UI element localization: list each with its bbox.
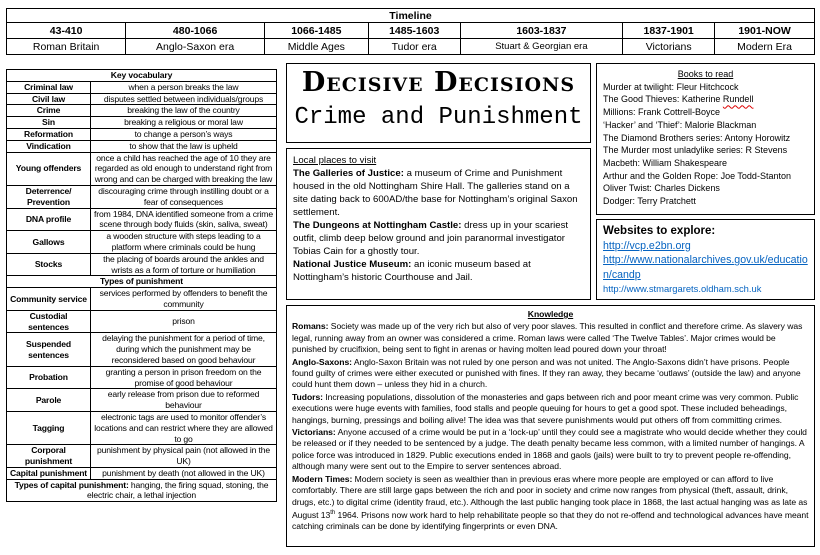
book-item (603, 93, 808, 106)
books-list (603, 81, 808, 208)
vocab-row (7, 152, 277, 185)
vocab-definition: once a child has reached the age of 10 they are regarded as old enough to understand right from wrong and can be charged with breaking the law (91, 152, 277, 185)
section-heading: Key vocabulary (7, 70, 277, 82)
book-item: Millions: Frank Cottrell-Boyce (603, 107, 721, 118)
vocab-row (7, 93, 277, 105)
knowledge-label: Anglo-Saxons: (292, 356, 352, 367)
capital-types-row (7, 479, 277, 502)
vocab-term: Reformation (7, 128, 91, 140)
vocab-header-row (7, 276, 277, 288)
page-title: Decisive Decisions (301, 67, 576, 98)
vocab-definition: to change a person’s ways (91, 128, 277, 140)
knowledge-label: Victorians: (292, 427, 336, 438)
knowledge-box (286, 305, 815, 547)
knowledge-heading: Knowledge (527, 309, 574, 319)
vocab-row (7, 128, 277, 140)
timeline-era: Tudor era (368, 39, 460, 55)
timeline-title: Timeline (7, 9, 815, 23)
knowledge-text: Anyone accused of a crime would be put in a ‘lock-up’ until they could see a magistrate who would decide whether they could be released or if they needed to be sentenced by a judge. The death penalty became less common, with a limited number of hangings. A police force was introduced in 1829. Public executions ended in 1868 and gaols (jails) were built to try to prevent people re-offending, although many were sent out to the Empire to server sentences abroad. (292, 427, 807, 472)
knowledge-label: Romans: (292, 321, 329, 332)
knowledge-section (292, 321, 809, 355)
vocab-row (7, 117, 277, 129)
knowledge-section (292, 392, 809, 426)
book-item: The Diamond Brothers series: Antony Horowitz (603, 132, 791, 143)
vocab-term: DNA profile (7, 208, 91, 231)
timeline-table (6, 8, 815, 55)
vocab-term: Young offenders (7, 152, 91, 185)
place-item (293, 219, 584, 258)
spellcheck-underline: Rundell (722, 94, 754, 105)
vocab-row (7, 288, 277, 311)
vocab-definition: disputes settled between individuals/groups (91, 93, 277, 105)
capital-types-label: Types of capital punishment: (14, 479, 129, 490)
timeline-era: Middle Ages (264, 39, 368, 55)
timeline-dates: 1837-1901 (623, 23, 715, 39)
vocab-definition: services performed by offenders to benefit the community (91, 288, 277, 311)
title-box (286, 63, 591, 143)
vocab-row (7, 445, 277, 468)
vocab-row (7, 231, 277, 254)
book-item: Dodger: Terry Pratchett (603, 196, 696, 207)
place-text: a museum of Crime and Punishment housed in the old Nottingham Shire Hall. The galleries stand on a site dating back to 600AD/the base for Nottingham’s original Saxon settlement. (293, 168, 578, 218)
website-text: http://www.stmargarets.oldham.sch.uk (603, 283, 762, 294)
knowledge-text: Modern society is seen as wealthier than in previous eras where more people are employed or can afford to live comfortably. There are still large gaps between the rich and poor in society and crime now ranges from physical (theft, assault, drink, drugs, etc.) to digital crime (identity fraud, etc.). Although the last public hanging took place in 1868, the last actual hanging was as late as August 13 (292, 473, 808, 520)
vocab-definition: prison (91, 310, 277, 333)
ordinal-suffix: th (330, 509, 336, 516)
vocab-row (7, 81, 277, 93)
vocab-term: Civil law (7, 93, 91, 105)
websites-box (596, 219, 815, 300)
knowledge-section (292, 357, 809, 391)
vocab-term: Criminal law (7, 81, 91, 93)
vocab-term: Crime (7, 105, 91, 117)
vocab-row (7, 310, 277, 333)
book-item: ‘Hacker’ and ‘Thief’: Malorie Blackman (603, 119, 757, 130)
knowledge-label: Tudors: (292, 391, 323, 402)
vocab-term: Sin (7, 117, 91, 129)
place-name: National Justice Museum: (293, 259, 412, 270)
vocab-definition: a wooden structure with steps leading to a platform where criminals could be hung (91, 231, 277, 254)
vocab-term: Capital punishment (7, 467, 91, 479)
vocab-definition: from 1984, DNA identified someone from a crime scene through body fluids (skin, saliva, sweat) (91, 208, 277, 231)
vocab-definition: delaying the punishment for a period of time, during which the punishment may be reconsidered based on good behaviour (91, 333, 277, 366)
knowledge-text: Anglo-Saxon Britain was not ruled by one person and was not united. The Anglo-Saxons didn’t have prisons. People found guilty of crimes were either executed or punished with fines. If they ran away, they became ‘outlaws’ (outside the law) and anyone could hunt them down – unless they hid in a church. (292, 356, 801, 390)
timeline-dates: 480-1066 (126, 23, 265, 39)
websites-heading: Websites to explore: (603, 225, 716, 237)
vocab-definition: discouraging crime through instilling doubt or a fear of consequences (91, 185, 277, 208)
knowledge-section (292, 427, 809, 473)
book-item: Arthur and the Golden Rope: Joe Todd-Stanton (603, 170, 791, 181)
timeline-era: Stuart & Georgian era (460, 39, 622, 55)
knowledge-text: Increasing populations, dissolution of the monasteries and gaps between rich and poor meant crime was very common. Public executions were huge events with families, food stalls and people queuing for hours to get a good spot. These included beheadings, hangings, burning, pressings and boiling alive! The idea was that severe punishments would put others off from committing crimes. (292, 391, 799, 425)
vocab-definition: when a person breaks the law (91, 81, 277, 93)
vocab-definition: punishment by physical pain (not allowed in the UK) (91, 445, 277, 468)
section-heading: Types of punishment (7, 276, 277, 288)
book-text: The Good Thieves: Katherine Rundell (603, 94, 754, 105)
books-heading: Books to read (677, 69, 734, 79)
vocab-row (7, 333, 277, 366)
vocab-definition: punishment by death (not allowed in the UK) (91, 467, 277, 479)
place-item (293, 258, 584, 284)
vocab-row (7, 366, 277, 389)
book-item: Murder at twilight: Fleur Hitchcock (603, 81, 739, 92)
timeline-era: Anglo-Saxon era (126, 39, 265, 55)
vocab-header-row (7, 70, 277, 82)
knowledge-label: Modern Times: (292, 473, 353, 484)
timeline-era: Modern Era (715, 39, 815, 55)
vocab-definition: breaking a religious or moral law (91, 117, 277, 129)
vocab-term: Gallows (7, 231, 91, 254)
vocab-term: Stocks (7, 253, 91, 276)
timeline-era: Roman Britain (7, 39, 126, 55)
book-item: Oliver Twist: Charles Dickens (603, 183, 720, 194)
vocab-term: Parole (7, 389, 91, 412)
vocab-term: Vindication (7, 140, 91, 152)
vocab-term: Custodial sentences (7, 310, 91, 333)
vocab-row (7, 411, 277, 444)
place-name: The Dungeons at Nottingham Castle: (293, 220, 462, 231)
page-subtitle: Crime and Punishment (294, 104, 583, 131)
vocab-term: Community service (7, 288, 91, 311)
vocab-row (7, 389, 277, 412)
vocab-term: Deterrence/ Prevention (7, 185, 91, 208)
vocab-row (7, 185, 277, 208)
vocab-definition: early release from prison due to reformed behaviour (91, 389, 277, 412)
timeline-era: Victorians (623, 39, 715, 55)
timeline-dates: 43-410 (7, 23, 126, 39)
vocab-definition: granting a person in prison freedom on the promise of good behaviour (91, 366, 277, 389)
place-item (293, 167, 584, 219)
local-places-heading: Local places to visit (293, 155, 377, 166)
vocab-definition: to show that the law is upheld (91, 140, 277, 152)
timeline-dates: 1485-1603 (368, 23, 460, 39)
timeline-dates: 1901-NOW (715, 23, 815, 39)
knowledge-text: 1964. Prisons now work hard to help rehabilitate people so that they do not re-offend and technological advances have meant catching criminals can be done by identifying fingerprints or even DNA. (292, 509, 809, 532)
vocab-definition: electronic tags are used to monitor offender’s locations and can restrict where they are allowed to go (91, 411, 277, 444)
vocab-row (7, 140, 277, 152)
local-places-box (286, 148, 591, 300)
website-link[interactable]: http://www.nationalarchives.gov.uk/education/candp (603, 254, 808, 281)
vocab-term: Corporal punishment (7, 445, 91, 468)
vocab-row (7, 208, 277, 231)
books-box (596, 63, 815, 215)
vocab-definition: the placing of boards around the ankles and wrists as a form of torture or humiliation (91, 253, 277, 276)
website-link[interactable]: http://vcp.e2bn.org (603, 239, 691, 252)
timeline-dates: 1066-1485 (264, 23, 368, 39)
timeline-dates: 1603-1837 (460, 23, 622, 39)
vocab-term: Suspended sentences (7, 333, 91, 366)
place-name: The Galleries of Justice: (293, 168, 404, 179)
vocab-row (7, 467, 277, 479)
capital-types-text: hanging, the firing squad, stoning, the electric chair, a lethal injection (86, 479, 269, 501)
place-text: dress up in your scariest outfit, climb deep below ground and join paranormal investigator Tobias Cain for a ghostly tour. (293, 220, 569, 257)
vocab-definition: breaking the law of the country (91, 105, 277, 117)
vocab-term: Tagging (7, 411, 91, 444)
place-text: an iconic museum based at Nottingham’s historic Courthouse and Jail. (293, 259, 531, 283)
vocab-row (7, 253, 277, 276)
knowledge-text: Society was made up of the very rich but also of very poor slaves. This resulted in conflict and therefore crime. As slavery was legal, running away from an owner was considered a crime. Roman laws were called ‘The Twelve Tables’. Major crimes would be punished by crucifixion, being sent to fight in arenas or having molten lead poured down your throat! (292, 321, 803, 355)
book-item: Macbeth: William Shakespeare (603, 157, 728, 168)
book-item: The Murder most unladylike series: R Stevens (603, 145, 788, 156)
vocab-term: Probation (7, 366, 91, 389)
vocab-row (7, 105, 277, 117)
knowledge-section (292, 474, 809, 533)
capital-types (7, 479, 277, 502)
vocabulary-table (6, 69, 277, 502)
